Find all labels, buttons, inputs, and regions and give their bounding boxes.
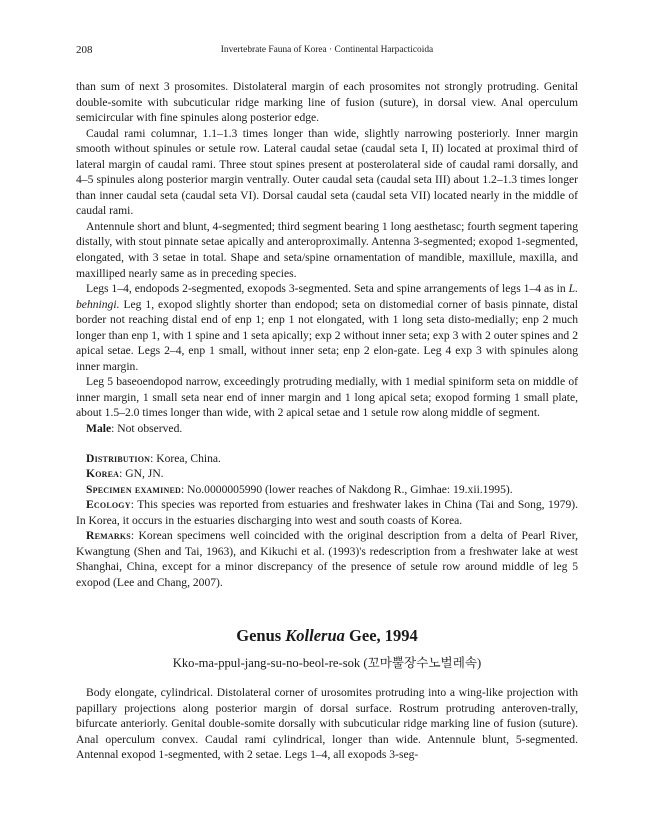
record-label: Distribution bbox=[86, 451, 151, 465]
paragraph-genus-description: Body elongate, cylindrical. Distolateral corner of urosomites protruding into a wing-like projection with papillary projections along posterior margin of dorsal surface. Rostrum protruding anteroven-trally, bifurcate anteriorly. Genital double-somite dorsally with subcuticular ridge marking line of fusion (suture). Anal operculum convex. Caudal rami cylindrical, longer than wide. Antennule blunt, 5-segmented. Antennal exopod 1-segmented, with 2 setae. Legs 1–4, all exopods 3-seg- bbox=[76, 686, 578, 762]
male-label: Male bbox=[86, 422, 112, 436]
record-text: : This species was reported from estuaries and freshwater lakes in China (Tai and Song, 1979). In Korea, it occurs in the estuaries discharging into west and south coasts of Korea. bbox=[76, 498, 578, 527]
genus-authority: Gee, 1994 bbox=[349, 626, 418, 645]
paragraph-caudal-rami: Caudal rami columnar, 1.1–1.3 times longer than wide, slightly narrowing posteriorly. Inner margin smooth without spinules or setule row. Lateral caudal setae (caudal seta I, II) located at proximal third of lateral margin of caudal rami. Three stout spines present at posterolateral side of caudal rami dorsally, and 4–5 spinules along posterior margin ventrally. Outer caudal seta (caudal seta III) about 1.2–1.3 times longer than inner caudal seta (caudal seta VI). Dorsal caudal seta (caudal seta VII) located nearly in the middle of caudal rami. bbox=[76, 126, 578, 218]
record-text: : Korean specimens well coincided with the original description from a delta of Pearl River, Kwangtung (Shen and Tai, 1963), and Kikuchi et al. (1993)'s redescription from a freshwater lake at west Shanghai, China, except for a minor discrepancy of the presence of setule row around middle of leg 5 exopod (Lee and Chang, 2007). bbox=[76, 529, 578, 589]
legs-text-end: Leg 1, exopod slightly shorter than endopod; seta on distomedial corner of basis pinnate, distal border not reaching distal end of enp 1; enp 1 not elongated, with 1 long seta disto-medially; enp 2 much longer than enp 1, with 1 spine and 1 seta apically; exp 2 without inner seta; exp 3 with 2 outer spines and 2 apical setae. Legs 2–4, enp 1 small, without inner seta; enp 2 elon-gate. Leg 4 exp 3 with spinules along inner margin. bbox=[76, 297, 578, 373]
paragraph-body-segments: than sum of next 3 prosomites. Distolateral margin of each prosomites not strongly protruding. Genital double-somite with subcuticular ridge marking line of fusion (suture), in dorsal view. Anal operculum semicircular with fine spinules along posterior edge. bbox=[76, 80, 578, 125]
section-spacer bbox=[76, 437, 578, 451]
paragraph-leg-5: Leg 5 baseoendopod narrow, exceedingly protruding medially, with 1 medial spiniform seta on middle of inner margin, 1 small seta near end of inner margin and 1 long apical seta; exopod forming 1 small plate, about 1.5–2.0 times longer than wide, with 2 apical setae and 1 setule row along middle of segment. bbox=[76, 375, 578, 420]
record-specimen-examined bbox=[76, 482, 578, 498]
species-description bbox=[76, 79, 578, 591]
record-text: : GN, JN. bbox=[119, 467, 164, 481]
male-text: : Not observed. bbox=[111, 422, 183, 436]
genus-name: Kollerua bbox=[285, 626, 345, 645]
species-name-italic: L. behningi. bbox=[76, 282, 578, 311]
page-number: 208 bbox=[76, 44, 93, 56]
running-header bbox=[76, 44, 578, 58]
record-korea bbox=[76, 466, 578, 482]
paragraph-legs bbox=[76, 281, 578, 374]
genus-prefix: Genus bbox=[236, 626, 282, 645]
record-distribution bbox=[76, 451, 578, 467]
running-title: Invertebrate Fauna of Korea · Continental Harpacticoida bbox=[220, 45, 434, 55]
genus-korean-name: Kko-ma-ppul-jang-su-no-beol-re-sok (꼬마뿔장수노벌레속) bbox=[172, 656, 482, 670]
record-remarks bbox=[76, 528, 578, 590]
record-ecology bbox=[76, 497, 578, 528]
record-text: : No.0000005990 (lower reaches of Nakdong R., Gimhae: 19.xii.1995). bbox=[180, 482, 513, 496]
record-text: : Korea, China. bbox=[150, 451, 221, 465]
paragraph-male bbox=[76, 421, 578, 437]
genus-heading bbox=[76, 626, 578, 646]
record-label: Korea bbox=[86, 467, 120, 481]
genus-description bbox=[76, 685, 578, 763]
record-label: Ecology bbox=[86, 498, 131, 512]
paragraph-antennule: Antennule short and blunt, 4-segmented; third segment bearing 1 long aesthetasc; fourth segment tapering distally, with stout pinnate setae apically and anteroproximally. Antenna 3-segmented; exopod 1-segmented, elongated, with 3 setae in total. Shape and seta/spine ornamentation of mandible, maxillule, maxilla, and maxilliped nearly same as in preceding species. bbox=[76, 219, 578, 280]
record-label: Specimen examined bbox=[86, 482, 181, 496]
record-label: Remarks bbox=[86, 529, 131, 543]
legs-text-start: Legs 1–4, endopods 2-segmented, exopods 3-segmented. Seta and spine arrangements of legs 1–4 as in bbox=[86, 282, 566, 296]
